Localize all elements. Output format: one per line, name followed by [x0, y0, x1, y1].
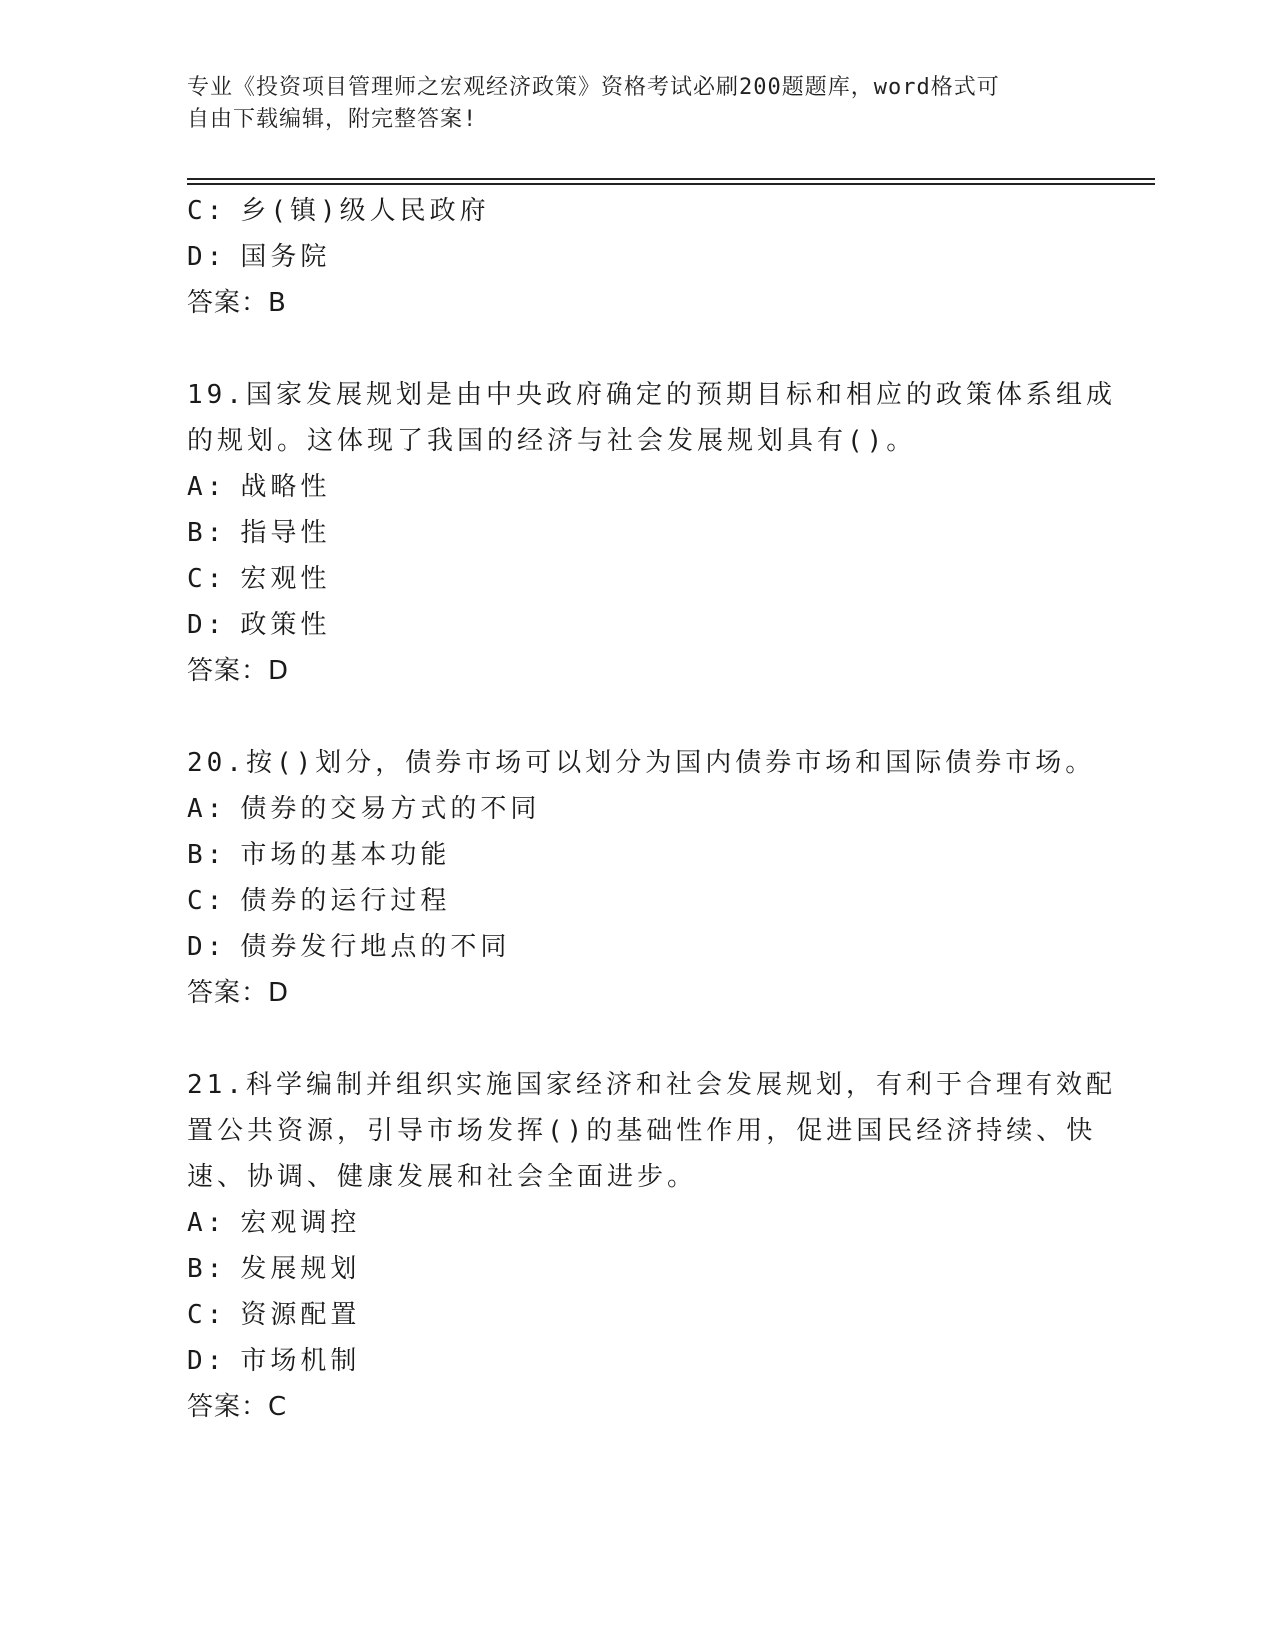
option-letter: C:	[187, 564, 227, 594]
option-a	[187, 1200, 1087, 1246]
option-b	[187, 832, 1087, 878]
option-letter: A:	[187, 1208, 227, 1238]
option-text: 市场机制	[240, 1346, 361, 1376]
header-rule-bottom	[187, 183, 1155, 185]
option-text: 政策性	[240, 610, 331, 640]
question-19-line-2: 的规划。这体现了我国的经济与社会发展规划具有()。	[187, 426, 917, 456]
header-line-2: 自由下载编辑，附完整答案!	[187, 107, 478, 132]
option-c	[187, 556, 1087, 602]
answer-line: 答案：B	[187, 288, 287, 318]
option-letter: B:	[187, 518, 227, 548]
option-d	[187, 924, 1087, 970]
question-21-line-2: 置公共资源，引导市场发挥()的基础性作用，促进国民经济持续、快	[187, 1116, 1097, 1146]
option-text: 宏观调控	[240, 1208, 361, 1238]
question-19-line-1: 19.国家发展规划是由中央政府确定的预期目标和相应的政策体系组成	[187, 380, 1116, 410]
header-line-1: 专业《投资项目管理师之宏观经济政策》资格考试必刷200题题库，word格式可	[187, 75, 1000, 100]
option-a	[187, 786, 1087, 832]
option-letter: C:	[187, 1300, 227, 1330]
option-text: 市场的基本功能	[240, 840, 451, 870]
option-letter: D:	[187, 610, 227, 640]
spacer	[187, 326, 1087, 372]
answer-line: 答案：C	[187, 1392, 288, 1422]
option-text: 宏观性	[240, 564, 331, 594]
option-d	[187, 234, 1087, 280]
option-d	[187, 602, 1087, 648]
option-letter: B:	[187, 840, 227, 870]
option-text: 债券发行地点的不同	[240, 932, 511, 962]
header-rule-top	[187, 178, 1155, 180]
option-d	[187, 1338, 1087, 1384]
page-header	[187, 72, 1087, 136]
option-c	[187, 1292, 1087, 1338]
option-letter: C:	[187, 196, 227, 226]
option-b	[187, 1246, 1087, 1292]
option-letter: B:	[187, 1254, 227, 1284]
option-letter: D:	[187, 932, 227, 962]
spacer	[187, 694, 1087, 740]
option-text: 战略性	[240, 472, 331, 502]
option-a	[187, 464, 1087, 510]
option-text: 国务院	[240, 242, 331, 272]
option-letter: C:	[187, 886, 227, 916]
option-letter: A:	[187, 472, 227, 502]
question-content	[187, 188, 1116, 1430]
question-21-line-1: 21.科学编制并组织实施国家经济和社会发展规划，有利于合理有效配	[187, 1070, 1116, 1100]
option-letter: D:	[187, 242, 227, 272]
option-letter: A:	[187, 794, 227, 824]
option-letter: D:	[187, 1346, 227, 1376]
answer-line: 答案：D	[187, 978, 290, 1008]
question-20-line-1: 20.按()划分，债券市场可以划分为国内债券市场和国际债券市场。	[187, 748, 1096, 778]
answer-line: 答案：D	[187, 656, 290, 686]
option-c	[187, 188, 1087, 234]
option-b	[187, 510, 1087, 556]
option-text: 指导性	[240, 518, 331, 548]
spacer	[187, 1016, 1087, 1062]
question-21-line-3: 速、协调、健康发展和社会全面进步。	[187, 1162, 698, 1192]
option-text: 债券的运行过程	[240, 886, 451, 916]
option-c	[187, 878, 1087, 924]
option-text: 资源配置	[240, 1300, 361, 1330]
option-text: 发展规划	[240, 1254, 361, 1284]
option-text: 乡(镇)级人民政府	[240, 196, 490, 226]
option-text: 债券的交易方式的不同	[240, 794, 541, 824]
